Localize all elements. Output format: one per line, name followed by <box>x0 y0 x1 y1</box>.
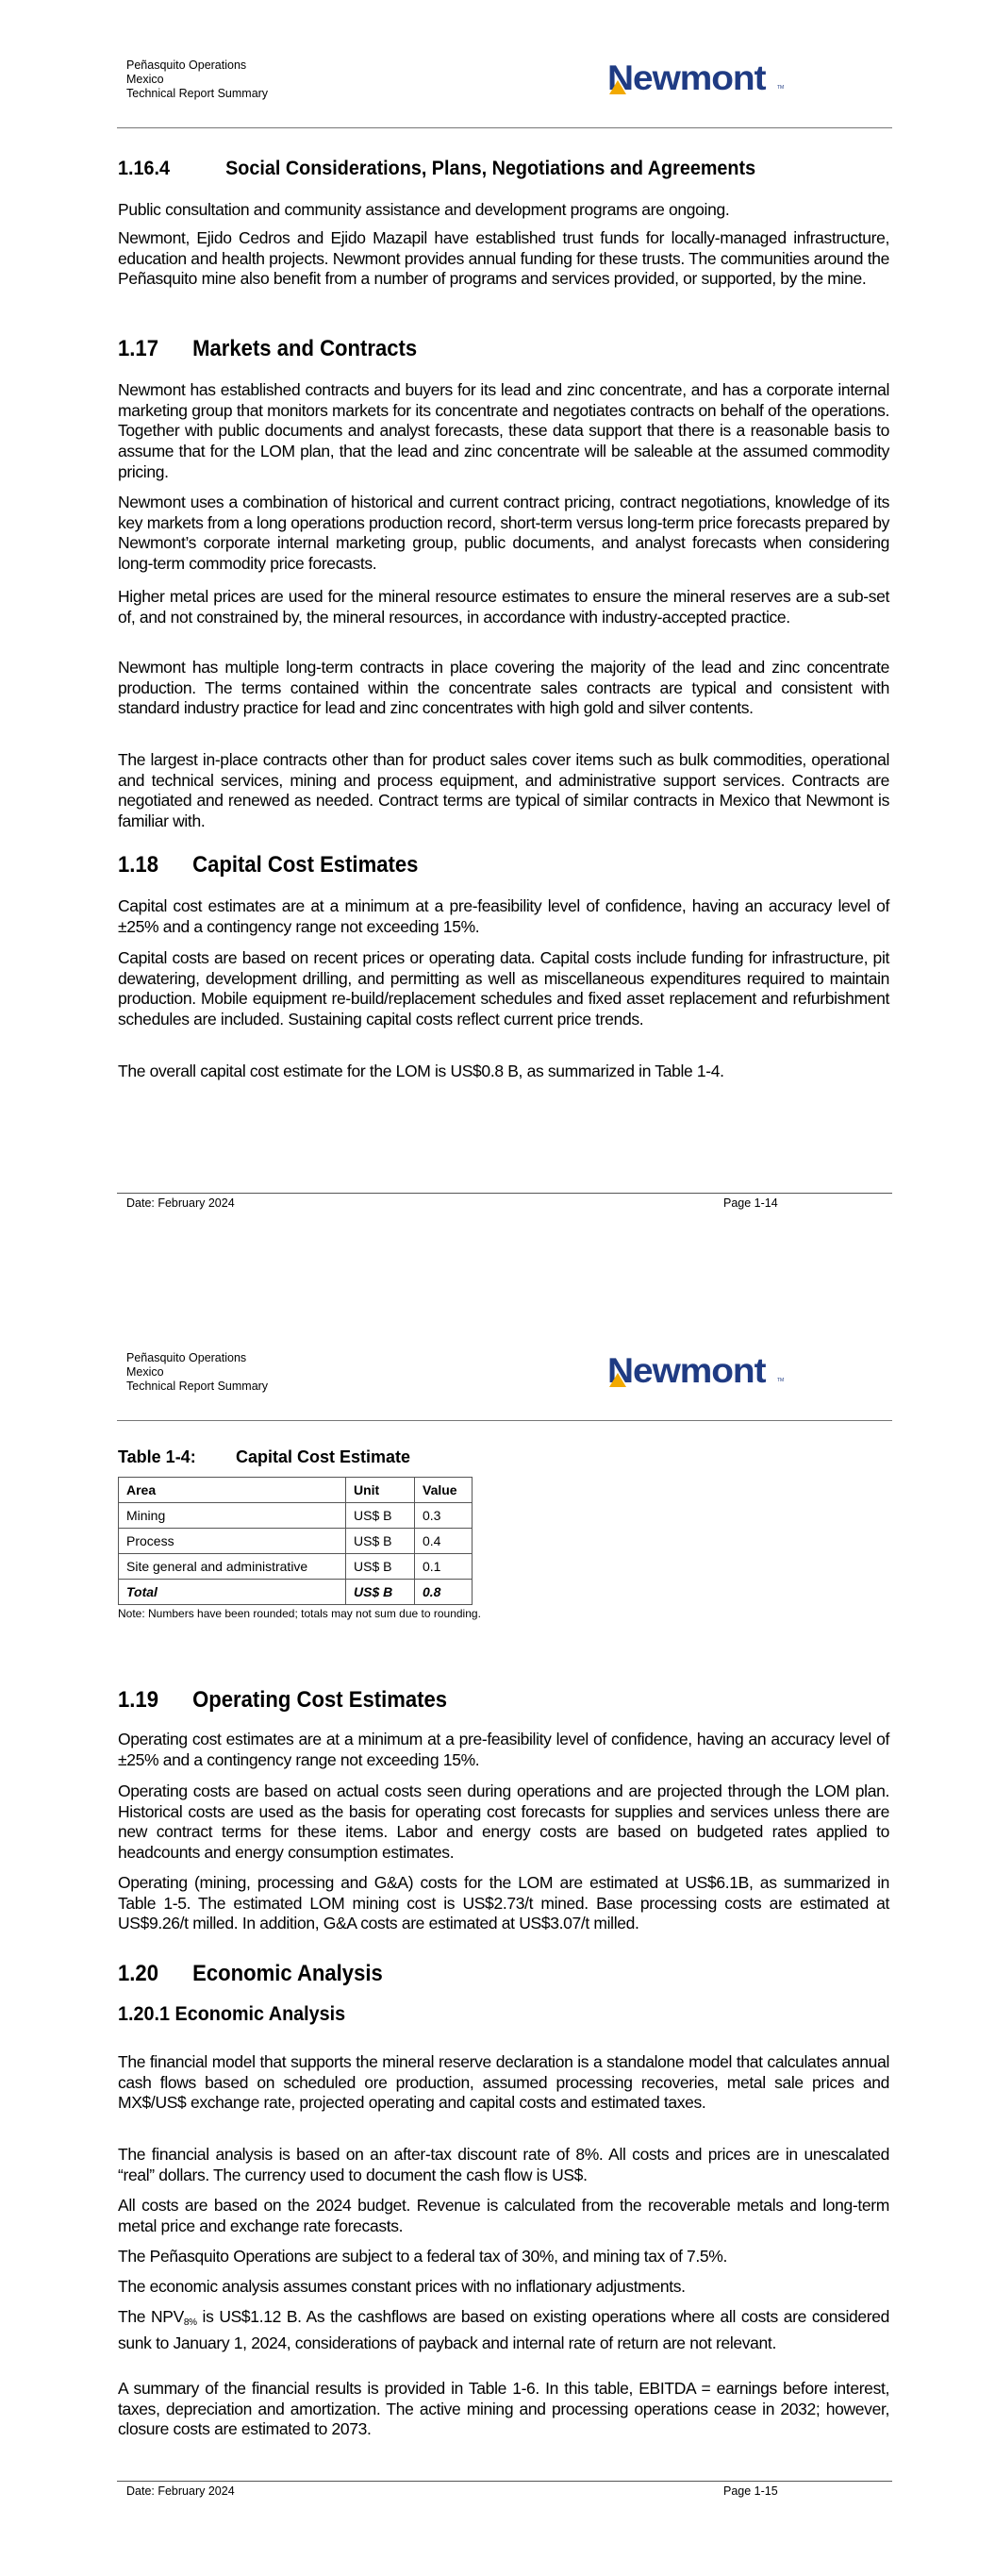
paragraph: The economic analysis assumes constant prices with no inflationary adjustments. <box>118 2277 686 2296</box>
footer-page-number: Page 1-15 <box>723 2484 778 2498</box>
footer-divider <box>117 2481 892 2482</box>
paragraph: Capital costs are based on recent prices or operating data. Capital costs include funding for infrastructure, pit dewatering, development drilling, and permitting as well as miscellaneous expenditures required to maintain production. Mobile equipment re-build/replacement schedules and fixed asset replacement and refurbishment schedules are included. Sustaining capital costs reflect current price trends. <box>118 948 889 1029</box>
paragraph: Newmont uses a combination of historical and current contract pricing, contract negotiations, knowledge of its key markets from a long operations production record, short-term versus long-term price forecasts prepared by Newmont’s corporate internal marketing group, public documents, and analyst forecasts when considering long-term commodity price forecasts. <box>118 493 889 574</box>
heading-title: Capital Cost Estimates <box>192 852 419 878</box>
table-row <box>119 1554 473 1580</box>
page-header-text <box>126 59 268 101</box>
column-header-unit: Unit <box>346 1478 415 1503</box>
table-caption <box>118 1447 410 1467</box>
heading-1-20-1 <box>118 2002 345 2026</box>
paragraph: The largest in-place contracts other than for product sales cover items such as bulk commodities, operational and technical services, mining and process equipment, and administrative support services. Contracts are negotiated and renewed as needed. Contract terms are typical of similar contracts in Mexico that Newmont is familiar with. <box>118 750 889 831</box>
table-title: Capital Cost Estimate <box>236 1447 411 1466</box>
cell-unit: US$ B <box>346 1580 415 1605</box>
header-country: Mexico <box>126 73 164 86</box>
heading-number: 1.18 <box>118 852 158 878</box>
heading-number: 1.20 <box>118 1961 158 1986</box>
logo-triangle-icon <box>609 1373 626 1387</box>
paragraph: Higher metal prices are used for the mineral resource estimates to ensure the mineral reserves are a sub-set of, and not constrained by, the mineral resources, in accordance with industry-accepted practice. <box>118 587 889 627</box>
paragraph: The Peñasquito Operations are subject to a federal tax of 30%, and mining tax of 7.5%. <box>118 2247 728 2266</box>
footer-page-number: Page 1-14 <box>723 1196 778 1210</box>
table-note: Note: Numbers have been rounded; totals may not sum due to rounding. <box>118 1607 481 1620</box>
footer-divider <box>117 1193 892 1194</box>
heading-title: Economic Analysis <box>192 1961 383 1986</box>
logo-wordmark: Newmont <box>607 1351 766 1390</box>
paragraph: The financial model that supports the mineral reserve declaration is a standalone model that calculates annual cash flows based on scheduled ore production, assumed processing recoveries, metal sale prices and MX$/US$ exchange rate, projected operating and capital costs and estimated taxes. <box>118 2052 889 2113</box>
cell-area: Process <box>119 1529 346 1554</box>
header-divider <box>117 1420 892 1421</box>
heading-1-16-4 <box>118 157 755 180</box>
cell-area: Mining <box>119 1503 346 1529</box>
table-row <box>119 1529 473 1554</box>
npv-label: The NPV <box>118 2307 184 2326</box>
heading-number: 1.16.4 <box>118 157 170 179</box>
heading-title: Markets and Contracts <box>192 336 418 361</box>
column-header-area: Area <box>119 1478 346 1503</box>
table-total-row <box>119 1580 473 1605</box>
paragraph: Capital cost estimates are at a minimum at a pre-feasibility level of confidence, having an accuracy level of ±25% and a contingency range not exceeding 15%. <box>118 896 889 936</box>
footer-date: Date: February 2024 <box>126 1196 235 1210</box>
paragraph: Operating (mining, processing and G&A) costs for the LOM are estimated at US$6.1B, as summarized in Table 1-5. The estimated LOM mining cost is US$2.73/t mined. Base processing costs are estimated at US$9.26/t milled. In addition, G&A costs are estimated at US$3.07/t milled. <box>118 1873 889 1933</box>
cell-unit: US$ B <box>346 1503 415 1529</box>
logo-triangle-icon <box>609 80 626 94</box>
npv-text: is US$1.12 B. As the cashflows are based on existing operations where all costs are considered sunk to January 1, 2024, considerations of payback and internal rate of return are not relevant. <box>118 2307 890 2352</box>
paragraph: The overall capital cost estimate for the LOM is US$0.8 B, as summarized in Table 1-4. <box>118 1062 724 1080</box>
footer-date: Date: February 2024 <box>126 2484 235 2498</box>
cell-area: Site general and administrative <box>119 1554 346 1580</box>
heading-number: 1.20.1 <box>118 2002 170 2025</box>
header-report-type: Technical Report Summary <box>126 1380 269 1393</box>
heading-title: Operating Cost Estimates <box>192 1687 448 1713</box>
capital-cost-table <box>118 1477 473 1605</box>
heading-1-17 <box>118 336 417 362</box>
paragraph: Newmont has established contracts and buyers for its lead and zinc concentrate, and has a corporate internal marketing group that monitors markets for its concentrate and negotiates contracts on behalf of the operations. Together with public documents and analyst forecasts, these data support that there is a reasonable basis to assume that for the LOM plan, that the lead and zinc concentrate will be saleable at the assumed commodity pricing. <box>118 380 889 481</box>
npv-discount-subscript: 8% <box>183 2317 197 2328</box>
header-project: Peñasquito Operations <box>126 1351 247 1364</box>
npv-paragraph <box>118 2307 889 2353</box>
paragraph: A summary of the financial results is provided in Table 1-6. In this table, EBITDA = earnings before interest, taxes, depreciation and amortization. The active mining and processing operations cease in 2032; however, closure costs are estimated to 2073. <box>118 2379 889 2439</box>
table-header-row <box>119 1478 473 1503</box>
heading-number: 1.19 <box>118 1687 158 1713</box>
header-report-type: Technical Report Summary <box>126 87 269 100</box>
cell-value: 0.1 <box>415 1554 473 1580</box>
heading-number: 1.17 <box>118 336 158 361</box>
paragraph: The financial analysis is based on an after-tax discount rate of 8%. All costs and prices are in unescalated “real” dollars. The currency used to document the cash flow is US$. <box>118 2145 889 2184</box>
paragraph: Operating costs are based on actual costs seen during operations and are projected through the LOM plan. Historical costs are used as the basis for operating cost forecasts for supplies and services unless there are new contract terms for these items. Labor and energy costs are based on budgeted rates applied to headcounts and energy consumption estimates. <box>118 1781 889 1863</box>
header-project: Peñasquito Operations <box>126 59 247 72</box>
newmont-logo <box>607 1351 787 1395</box>
cell-value: 0.4 <box>415 1529 473 1554</box>
page-header-text <box>126 1351 268 1394</box>
logo-trademark: TM <box>777 1378 785 1383</box>
page-1-15 <box>0 1302 995 2576</box>
cell-value: 0.8 <box>415 1580 473 1605</box>
heading-1-20 <box>118 1961 383 1987</box>
paragraph: Public consultation and community assistance and development programs are ongoing. <box>118 200 730 219</box>
newmont-logo <box>607 59 787 102</box>
column-header-value: Value <box>415 1478 473 1503</box>
heading-1-18 <box>118 852 418 878</box>
heading-1-19 <box>118 1687 447 1714</box>
table-row <box>119 1503 473 1529</box>
header-divider <box>117 127 892 128</box>
table-label: Table 1-4: <box>118 1447 196 1466</box>
header-country: Mexico <box>126 1365 164 1379</box>
paragraph: All costs are based on the 2024 budget. Revenue is calculated from the recoverable metals and long-term metal price and exchange rate forecasts. <box>118 2196 889 2235</box>
paragraph: Newmont has multiple long-term contracts in place covering the majority of the lead and zinc concentrate production. The terms contained within the concentrate sales contracts are typical and consistent with standard industry practice for lead and zinc concentrates with high gold and silver contents. <box>118 658 889 718</box>
cell-unit: US$ B <box>346 1529 415 1554</box>
cell-area: Total <box>119 1580 346 1605</box>
logo-trademark: TM <box>777 85 785 91</box>
cell-value: 0.3 <box>415 1503 473 1529</box>
heading-title: Economic Analysis <box>174 2002 346 2025</box>
cell-unit: US$ B <box>346 1554 415 1580</box>
heading-title: Social Considerations, Plans, Negotiations and Agreements <box>225 157 756 179</box>
logo-wordmark: Newmont <box>607 59 766 97</box>
paragraph: Operating cost estimates are at a minimum at a pre-feasibility level of confidence, having an accuracy level of ±25% and a contingency range not exceeding 15%. <box>118 1730 889 1769</box>
paragraph: Newmont, Ejido Cedros and Ejido Mazapil have established trust funds for locally-managed infrastructure, education and health projects. Newmont provides annual funding for these trusts. The communities around the Peñasquito mine also benefit from a number of programs and services provided, or supported, by the mine. <box>118 228 889 289</box>
